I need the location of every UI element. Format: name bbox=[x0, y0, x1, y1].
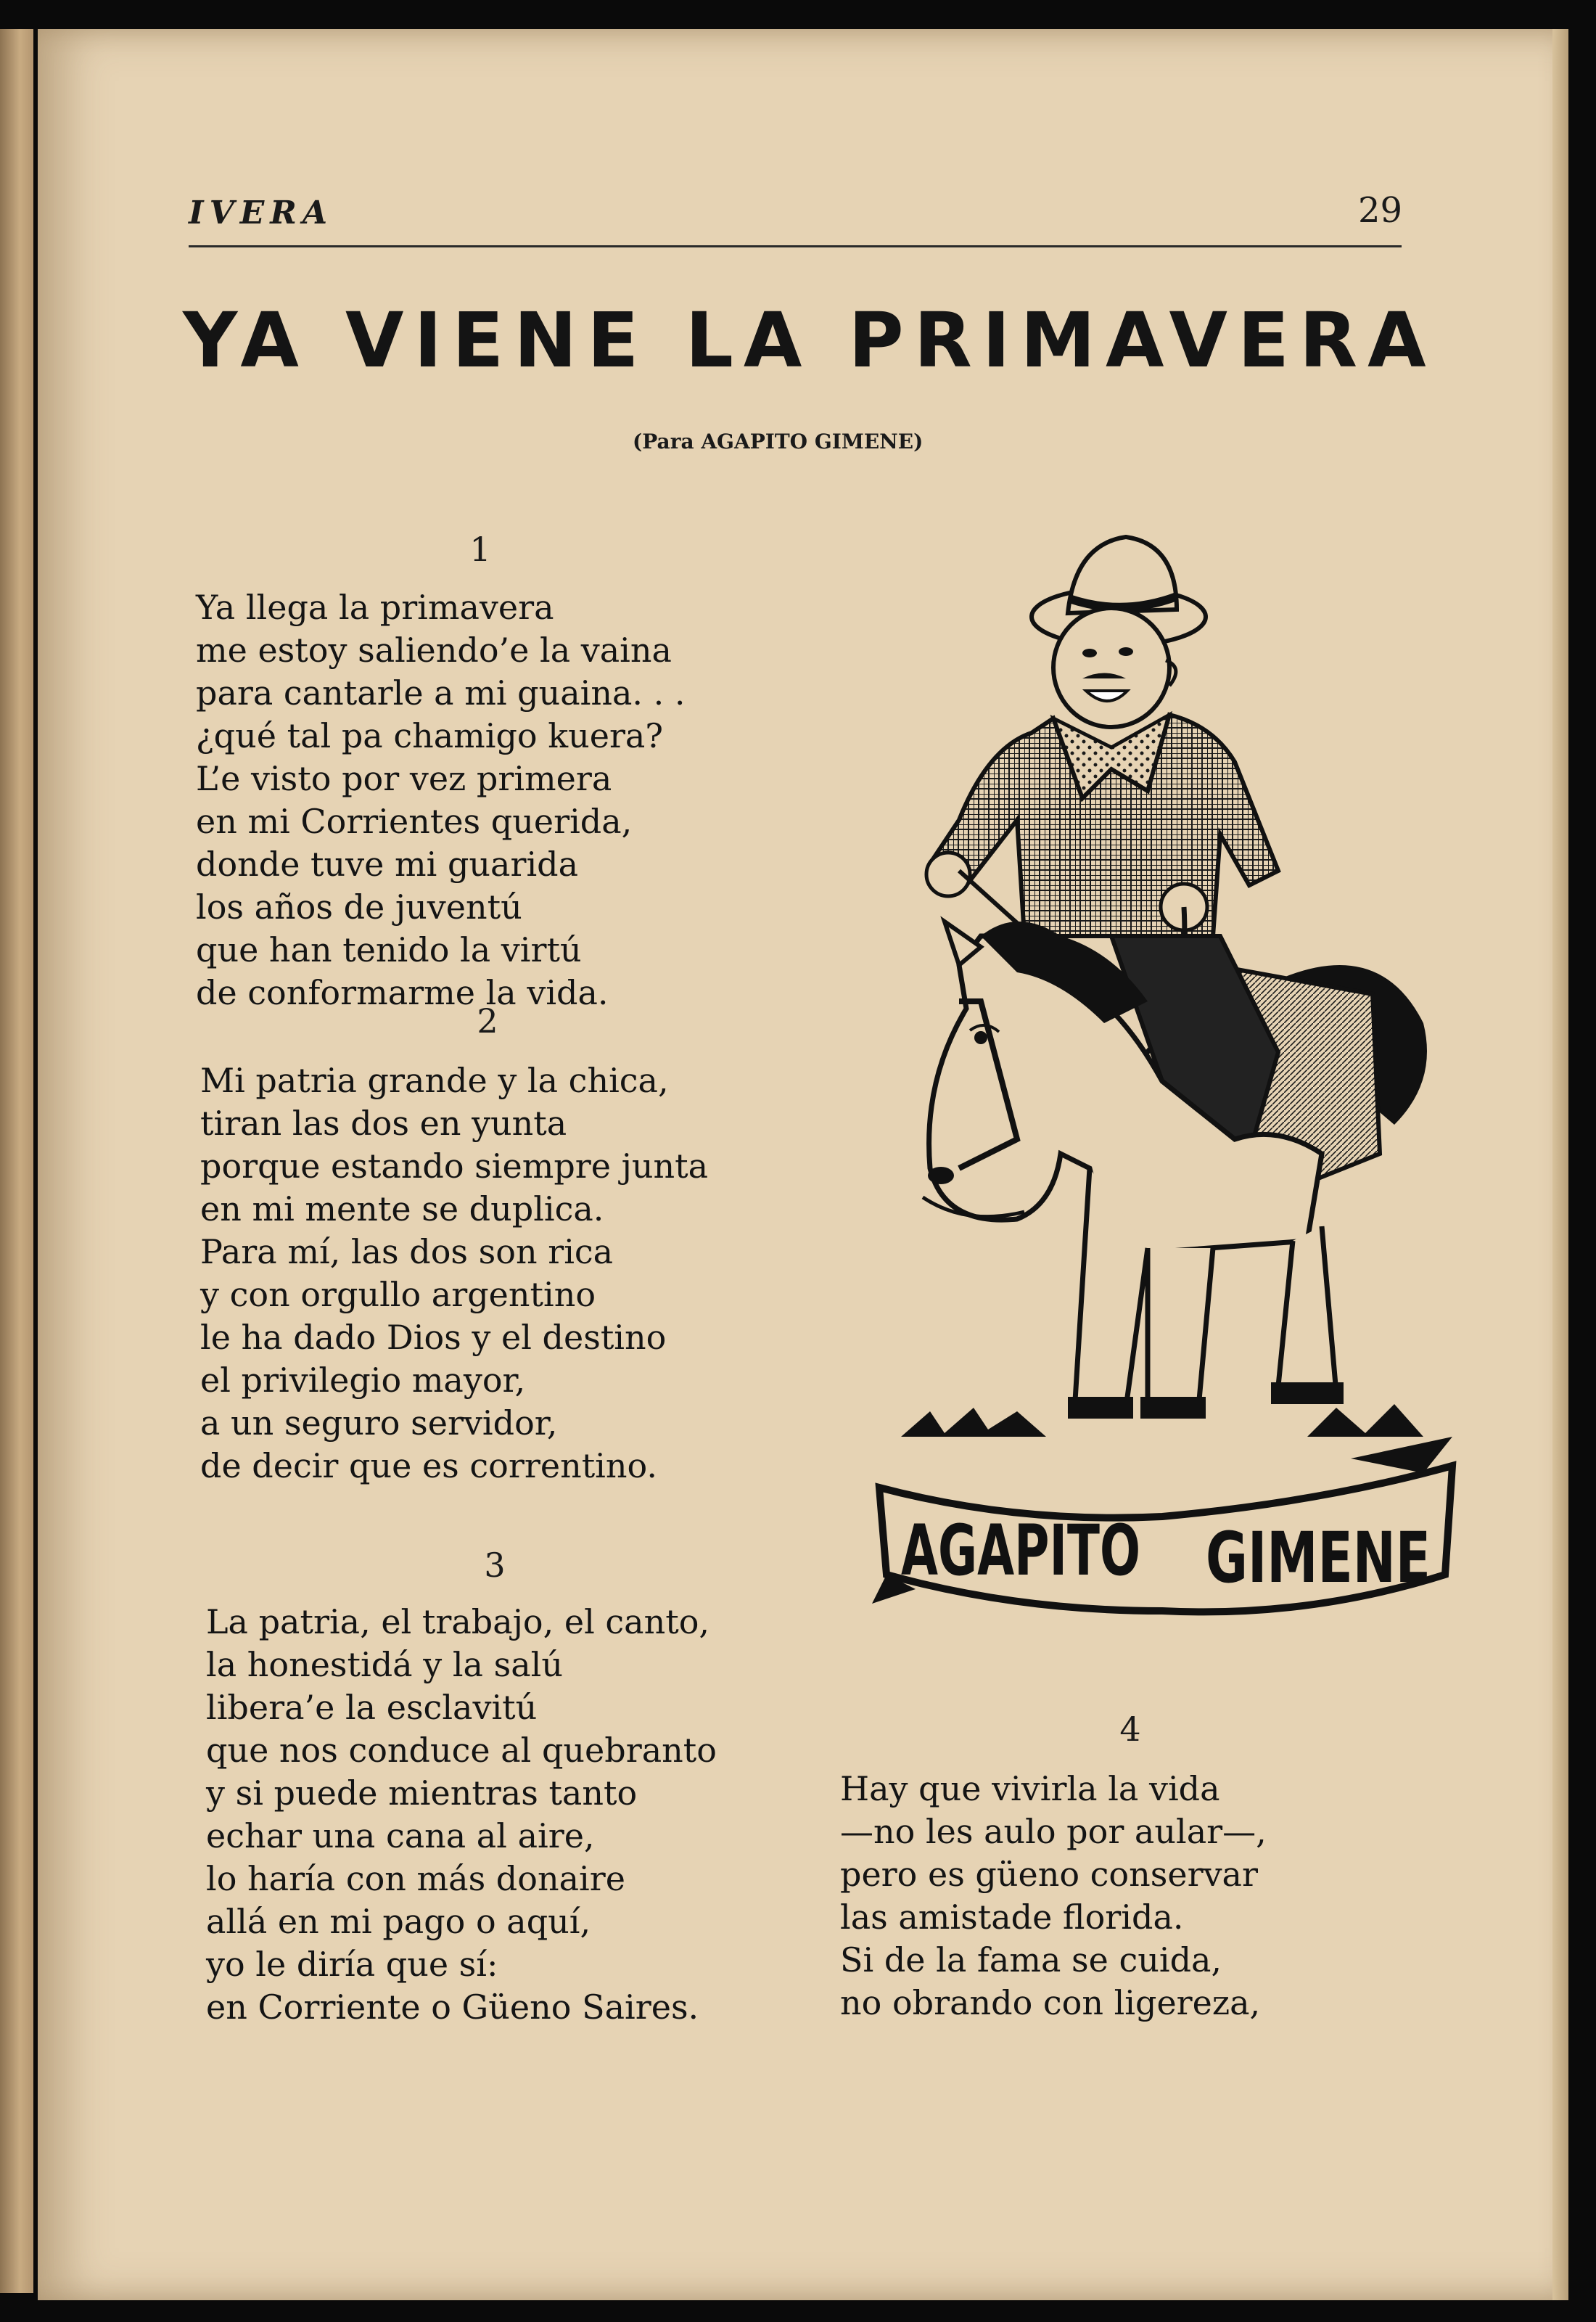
verse-line: libera’e la esclavitú bbox=[206, 1688, 538, 1727]
stanza-4 bbox=[840, 1768, 1267, 2024]
header-rule bbox=[189, 245, 1402, 247]
verse-line: los años de juventú bbox=[196, 887, 522, 927]
verse-line: que han tenido la virtú bbox=[196, 930, 582, 969]
verse-line: de decir que es correntino. bbox=[200, 1446, 658, 1485]
verse-line: Si de la fama se cuida, bbox=[840, 1940, 1222, 1980]
verse-line: que nos conduce al quebranto bbox=[206, 1731, 717, 1770]
verse-line: —no les aulo por aular—, bbox=[840, 1812, 1267, 1851]
verse-line: Mi patria grande y la chica, bbox=[200, 1061, 669, 1100]
verse-line: lo haría con más donaire bbox=[206, 1859, 625, 1898]
running-head: IVERA bbox=[189, 194, 333, 231]
book-spine bbox=[0, 29, 33, 2293]
poem-title: YA VIENE LA PRIMAVERA bbox=[183, 296, 1436, 385]
verse-line: y con orgullo argentino bbox=[200, 1275, 596, 1314]
verse-line: en Corriente o Güeno Saires. bbox=[206, 1987, 699, 2027]
stanza-number: 4 bbox=[1119, 1710, 1141, 1749]
verse-line: le ha dado Dios y el destino bbox=[200, 1318, 667, 1357]
poem-dedication: (Para AGAPITO GIMENE) bbox=[633, 430, 924, 454]
stanza-number: 3 bbox=[484, 1546, 506, 1585]
verse-line: Ya llega la primavera bbox=[196, 588, 554, 627]
verse-line: y si puede mientras tanto bbox=[206, 1773, 638, 1813]
verse-line: en mi Corrientes querida, bbox=[196, 802, 633, 841]
verse-line: para cantarle a mi guaina. . . bbox=[196, 673, 686, 713]
verse-line: allá en mi pago o aquí, bbox=[206, 1902, 591, 1941]
gaucho-illustration bbox=[872, 530, 1467, 1676]
verse-line: La patria, el trabajo, el canto, bbox=[206, 1602, 710, 1641]
stanza-2 bbox=[200, 1059, 708, 1488]
stanza-3 bbox=[206, 1601, 717, 2029]
verse-line: las amistade florida. bbox=[840, 1898, 1184, 1937]
verse-line: no obrando con ligereza, bbox=[840, 1983, 1261, 2022]
name-ribbon bbox=[872, 1437, 1452, 1612]
stanza-number: 2 bbox=[477, 1001, 498, 1041]
verse-line: en mi mente se duplica. bbox=[200, 1189, 604, 1228]
verse-line: Hay que vivirla la vida bbox=[840, 1769, 1220, 1808]
verse-line: la honestidá y la salú bbox=[206, 1645, 563, 1684]
book-page bbox=[38, 29, 1568, 2300]
verse-line: pero es güeno conservar bbox=[840, 1855, 1258, 1894]
verse-line: a un seguro servidor, bbox=[200, 1403, 558, 1443]
stanza-1 bbox=[196, 586, 686, 1014]
verse-line: me estoy saliendo’e la vaina bbox=[196, 631, 672, 670]
verse-line: donde tuve mi guarida bbox=[196, 845, 579, 884]
verse-line: ¿qué tal pa chamigo kuera? bbox=[196, 716, 664, 755]
verse-line: de conformarme la vida. bbox=[196, 973, 609, 1012]
ribbon-text-right: GIMENE bbox=[1206, 1517, 1431, 1599]
page-edge bbox=[1552, 29, 1568, 2300]
verse-line: Para mí, las dos son rica bbox=[200, 1232, 614, 1271]
page-number: 29 bbox=[1358, 190, 1403, 231]
verse-line: porque estando siempre junta bbox=[200, 1146, 709, 1186]
stanza-number: 1 bbox=[469, 530, 491, 569]
verse-line: L’e visto por vez primera bbox=[196, 759, 612, 798]
verse-line: el privilegio mayor, bbox=[200, 1361, 526, 1400]
verse-line: tiran las dos en yunta bbox=[200, 1104, 567, 1143]
verse-line: echar una cana al aire, bbox=[206, 1816, 595, 1855]
verse-line: yo le diría que sí: bbox=[206, 1945, 498, 1984]
ribbon-text-left: AGAPITO bbox=[901, 1510, 1140, 1591]
